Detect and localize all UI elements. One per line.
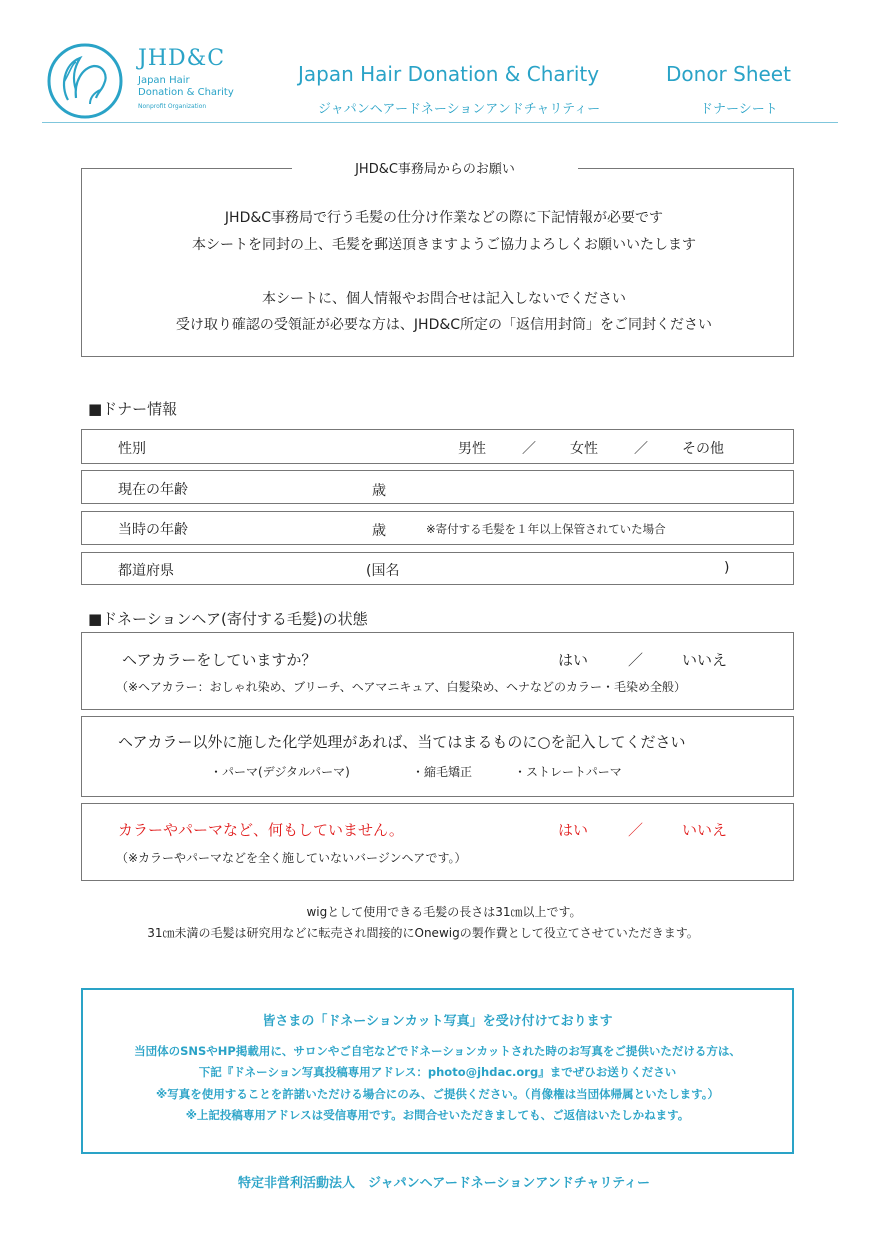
donor-info-heading: ■ドナー情報 — [88, 400, 178, 418]
country-close: ) — [724, 560, 730, 576]
request-box-title: JHD&C事務局からのお願い — [292, 158, 578, 177]
page-title-en: Japan Hair Donation & Charity — [298, 62, 600, 86]
photo-notice-line-3: ※写真を使用することを許諾いただける場合にのみ、ご提供ください。（肖像権は当団体帰属といたします。） — [156, 1087, 719, 1101]
request-line-4: 受け取り確認の受領証が必要な方は、JHD&C所定の「返信用封筒」をご同封ください — [175, 317, 713, 333]
virgin-hair-box — [81, 803, 794, 881]
chemical-question: ヘアカラー以外に施した化学処理があれば、当てはまるものに○を記入してください — [118, 733, 686, 751]
virgin-hair-note: （※カラーやパーマなどを全く施していないバージンヘアです。） — [116, 851, 467, 865]
current-age-label: 現在の年齢 — [118, 482, 188, 498]
prefecture-row[interactable] — [81, 552, 794, 585]
chem-option-straight-perm[interactable]: ・ストレートパーマ — [514, 765, 622, 779]
photo-notice-line-2: 下記『ドネーション写真投稿専用アドレス：photo@jhdac.org』までぜひお送りください — [198, 1065, 677, 1079]
past-age-row[interactable] — [81, 511, 794, 545]
hair-status-heading: ■ドネーションヘア(寄付する毛髪)の状態 — [88, 610, 368, 628]
photo-notice-line-4: ※上記投稿専用アドレスは受信専用です。お問合せいただきましても、ご返信はいたしかねます。 — [185, 1108, 690, 1122]
virgin-hair-question: カラーやパーマなど、何もしていません。 — [118, 821, 404, 839]
virgin-hair-yes[interactable]: はい — [558, 821, 589, 839]
length-note-1: wigとして使用できる毛髪の長さは31㎝以上です。 — [306, 905, 582, 919]
request-line-2: 本シートを同封の上、毛髪を郵送頂きますようご協力よろしくお願いいたします — [192, 237, 696, 253]
hair-color-separator: ／ — [628, 651, 644, 669]
current-age-unit: 歳 — [372, 483, 386, 499]
gender-separator: ／ — [634, 441, 648, 457]
virgin-hair-no[interactable]: いいえ — [682, 821, 728, 839]
past-age-note: ※寄付する毛髪を１年以上保管されていた場合 — [426, 522, 666, 536]
gender-separator: ／ — [522, 441, 536, 457]
gender-option-female[interactable]: 女性 — [570, 441, 598, 457]
hair-color-question: ヘアカラーをしていますか？ — [122, 651, 317, 669]
past-age-label: 当時の年齢 — [118, 522, 188, 538]
gender-row — [81, 429, 794, 464]
jhdc-logo-icon — [46, 42, 124, 120]
current-age-row[interactable] — [81, 470, 794, 504]
request-line-3: 本シートに、個人情報やお問合せは記入しないでください — [262, 291, 626, 307]
gender-option-other[interactable]: その他 — [682, 441, 724, 457]
page-title-jp: ジャパンヘアードネーションアンドチャリティー — [318, 102, 601, 117]
chem-option-perm[interactable]: ・パーマ(デジタルパーマ) — [210, 765, 350, 779]
hair-color-yes[interactable]: はい — [558, 651, 589, 669]
hair-color-box — [81, 632, 794, 710]
virgin-hair-separator: ／ — [628, 821, 644, 839]
logo-subtitle-1: Japan Hair — [138, 75, 190, 86]
gender-label: 性別 — [118, 441, 146, 457]
logo-subtitle-2: Donation & Charity — [138, 87, 234, 98]
donor-sheet-title-jp: ドナーシート — [700, 102, 778, 117]
past-age-unit: 歳 — [372, 523, 386, 539]
hair-color-note: （※ヘアカラー：おしゃれ染め、ブリーチ、ヘアマニキュア、白髪染め、ヘナなどのカラー・毛染め全般） — [116, 680, 686, 694]
request-line-1: JHD&C事務局で行う毛髪の仕分け作業などの際に下記情報が必要です — [224, 210, 664, 226]
country-open: (国名 — [366, 563, 400, 579]
footer-organization: 特定非営利活動法人 ジャパンヘアードネーションアンドチャリティー — [237, 1176, 651, 1191]
photo-notice-title: 皆さまの「ドネーションカット写真」を受け付けております — [262, 1014, 613, 1029]
photo-notice-line-1: 当団体のSNSやHP掲載用に、サロンやご自宅などでドネーションカットされた時のお写真をご提供いただける方は、 — [134, 1044, 741, 1058]
length-note-2: 31㎝未満の毛髪は研究用などに転売され間接的にOnewigの製作費として役立てさせていただきます。 — [147, 926, 699, 940]
chemical-treatment-box — [81, 716, 794, 797]
donor-sheet-title: Donor Sheet — [666, 62, 791, 86]
logo-subtitle-3: Nonprofit Organization — [138, 103, 207, 110]
photo-notice-box — [81, 988, 794, 1154]
chem-option-straightening[interactable]: ・縮毛矯正 — [412, 765, 473, 779]
prefecture-label: 都道府県 — [118, 563, 174, 579]
header-divider — [42, 122, 838, 123]
logo-brand: JHD&C — [138, 46, 226, 71]
hair-color-no[interactable]: いいえ — [682, 651, 728, 669]
gender-option-male[interactable]: 男性 — [458, 441, 486, 457]
